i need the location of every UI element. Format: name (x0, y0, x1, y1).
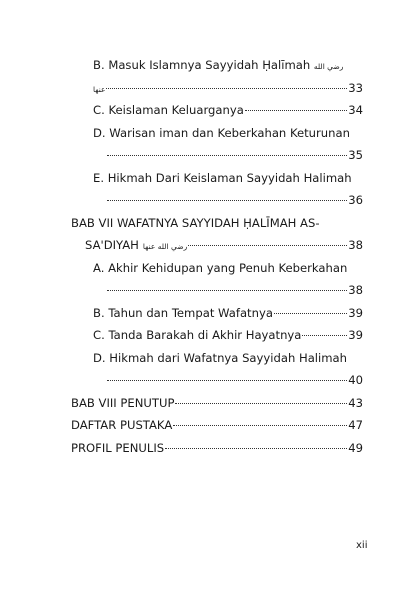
dot-leader (107, 200, 347, 201)
dot-leader (274, 313, 347, 314)
toc-page-number: 34 (348, 103, 363, 117)
toc-chapter-label: DAFTAR PUSTAKA (71, 418, 173, 432)
toc-page-number: 43 (348, 395, 363, 410)
dot-leader (107, 380, 347, 381)
toc-page-number: 40 (348, 373, 363, 387)
toc-entry-daftar-pustaka (71, 414, 363, 437)
toc-entry-e-hikmah-cont (93, 189, 363, 212)
toc-page-number: 49 (348, 440, 363, 455)
toc-entry-profil-penulis (71, 437, 363, 460)
table-of-contents (71, 54, 363, 459)
page-number: xii (356, 540, 368, 551)
dot-leader (106, 88, 347, 89)
dot-leader (245, 110, 347, 111)
dot-leader (302, 335, 347, 336)
dot-leader (107, 155, 347, 156)
arabic-honorific-cont: عنها (93, 84, 106, 94)
arabic-honorific: رضي الله (313, 62, 344, 71)
toc-entry-b-masuk-islamnya (93, 54, 363, 77)
toc-label: D. Warisan iman dan Keberkahan Keturunan (93, 125, 350, 140)
toc-entry-c-keislaman-keluarganya (93, 99, 363, 122)
dot-leader (188, 245, 347, 246)
dot-leader (165, 448, 347, 449)
toc-page-number: 38 (348, 283, 363, 297)
toc-page-number: 39 (348, 305, 363, 320)
toc-page-number: 38 (348, 238, 363, 252)
toc-entry-b-tahun-tempat (93, 302, 363, 325)
toc-entry-b-masuk-islamnya-cont (93, 77, 363, 100)
toc-chapter-label: BAB VII WAFATNYA SAYYIDAH ḤALĪMAH AS- (71, 215, 320, 230)
toc-page-number: 35 (348, 148, 363, 162)
toc-entry-d-warisan-iman (93, 122, 363, 145)
dot-leader (107, 290, 347, 291)
toc-entry-bab-vii (71, 212, 363, 235)
toc-entry-a-akhir-kehidupan-cont (93, 279, 363, 302)
toc-label: E. Hikmah Dari Keislaman Sayyidah Halimah (93, 170, 352, 185)
toc-entry-bab-viii (71, 392, 363, 415)
toc-entry-d-warisan-iman-cont (93, 144, 363, 167)
toc-chapter-label-cont: SA'DIYAH (85, 238, 139, 252)
toc-entry-a-akhir-kehidupan (93, 257, 363, 280)
toc-entry-d-hikmah-wafatnya (93, 347, 363, 370)
toc-label: A. Akhir Kehidupan yang Penuh Keberkahan (93, 260, 348, 275)
toc-label: B. Masuk Islamnya Sayyidah Ḥalīmah (93, 58, 311, 72)
toc-chapter-label: PROFIL PENULIS (71, 440, 165, 455)
toc-entry-c-tanda-barakah (93, 324, 363, 347)
toc-chapter-label: BAB VIII PENUTUP (71, 395, 175, 410)
dot-leader (175, 403, 347, 404)
toc-label: C. Tanda Barakah di Akhir Hayatnya (93, 328, 302, 342)
toc-page-number: 39 (348, 328, 363, 342)
toc-label: B. Tahun dan Tempat Wafatnya (93, 305, 273, 320)
toc-label: C. Keislaman Keluarganya (93, 103, 244, 117)
toc-entry-bab-vii-cont (85, 234, 363, 257)
toc-entry-d-hikmah-wafatnya-cont (93, 369, 363, 392)
arabic-honorific: رضي الله عنها (142, 242, 188, 251)
dot-leader (173, 425, 347, 426)
toc-label: D. Hikmah dari Wafatnya Sayyidah Halimah (93, 350, 347, 365)
toc-page-number: 47 (348, 418, 363, 432)
toc-page-number: 36 (348, 193, 363, 207)
toc-page-number: 33 (348, 80, 363, 95)
toc-entry-e-hikmah (93, 167, 363, 190)
